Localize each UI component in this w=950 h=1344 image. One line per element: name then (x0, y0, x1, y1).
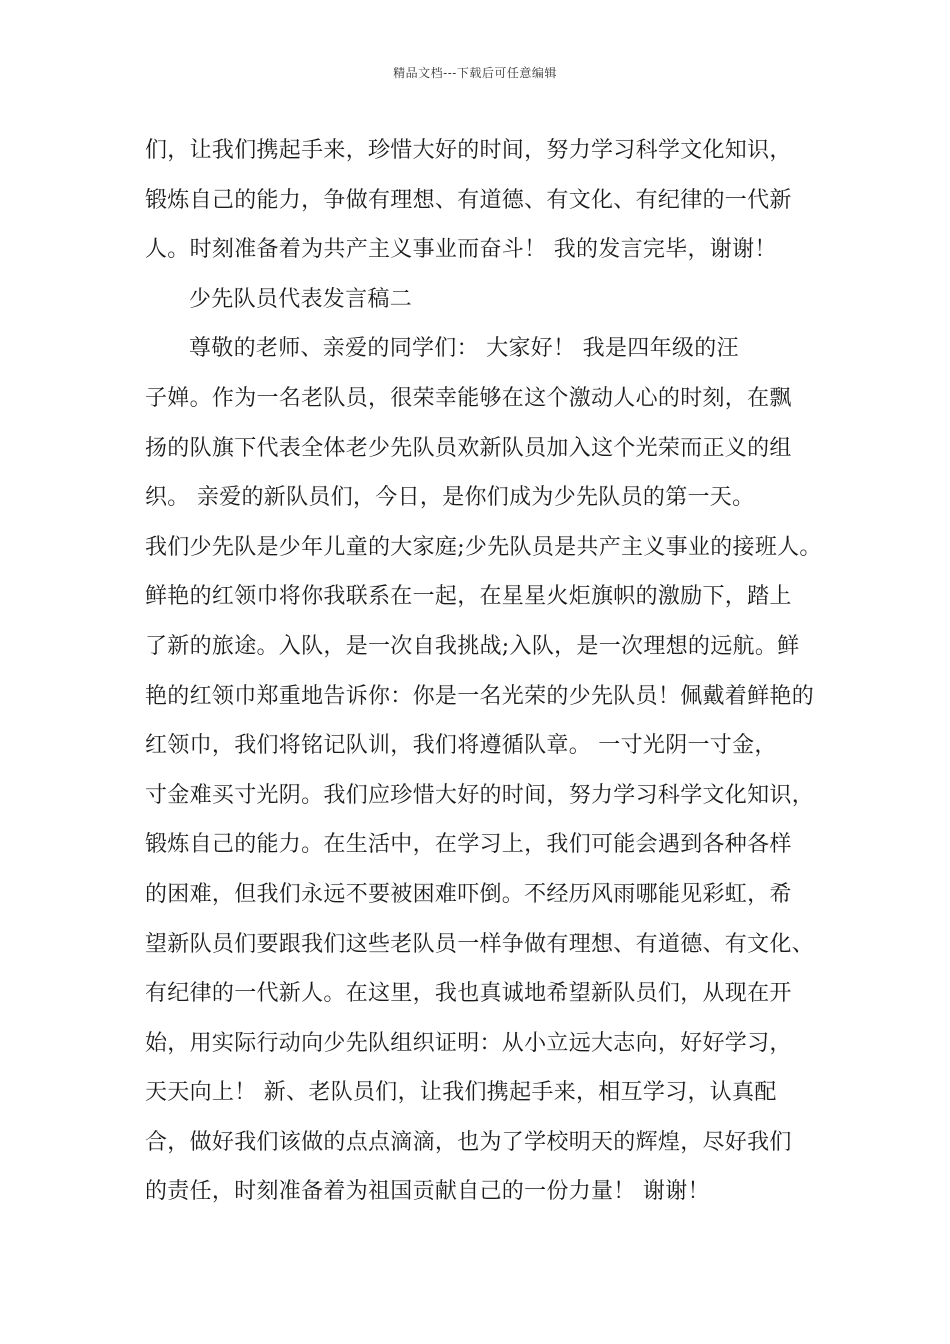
text-line: 望新队员们要跟我们这些老队员一样争做有理想、有道德、有文化、 (145, 931, 815, 957)
text-line: 了新的旅途。入队，是一次自我挑战;入队，是一次理想的远航。鲜 (145, 633, 800, 659)
text-line: 扬的队旗下代表全体老少先队员欢新队员加入这个光荣而正义的组 (145, 435, 792, 461)
text-line: 人。时刻准备着为共产主义事业而奋斗！ 我的发言完毕，谢谢！ (145, 237, 777, 263)
text-line: 合，做好我们该做的点点滴滴，也为了学校明天的辉煌，尽好我们 (145, 1129, 792, 1155)
text-line: 艳的红领巾郑重地告诉你：你是一名光荣的少先队员！佩戴着鲜艳的 (145, 683, 815, 709)
text-line: 织。 亲爱的新队员们，今日，是你们成为少先队员的第一天。 (145, 485, 755, 511)
text-line: 的困难，但我们永远不要被困难吓倒。不经历风雨哪能见彩虹，希 (145, 881, 792, 907)
text-line: 我们少先队是少年儿童的大家庭;少先队员是共产主义事业的接班人。 (145, 534, 822, 560)
document-body (145, 126, 825, 1217)
text-line: 的责任，时刻准备着为祖国贡献自己的一份力量！ 谢谢！ (145, 1179, 710, 1205)
text-line: 锻炼自己的能力。在生活中，在学习上，我们可能会遇到各种各样 (145, 832, 792, 858)
page-header: 精品文档---下载后可任意编辑 (393, 66, 557, 80)
text-line: 尊敬的老师、亲爱的同学们： 大家好！ 我是四年级的汪 (189, 336, 739, 362)
text-line: 始，用实际行动向少先队组织证明：从小立远大志向，好好学习， (145, 1030, 792, 1056)
text-line: 鲜艳的红领巾将你我联系在一起，在星星火炬旗帜的激励下，踏上 (145, 584, 792, 610)
text-line: 红领巾，我们将铭记队训，我们将遵循队章。 一寸光阴一寸金， (145, 733, 777, 759)
text-line: 寸金难买寸光阴。我们应珍惜大好的时间，努力学习科学文化知识， (145, 782, 815, 808)
text-line: 有纪律的一代新人。在这里，我也真诚地希望新队员们，从现在开 (145, 981, 792, 1007)
text-line: 们，让我们携起手来，珍惜大好的时间，努力学习科学文化知识， (145, 138, 792, 163)
text-line: 天天向上！ 新、老队员们，让我们携起手来，相互学习，认真配 (145, 1080, 777, 1106)
section-title: 少先队员代表发言稿二 (189, 286, 413, 312)
text-line: 子婵。作为一名老队员，很荣幸能够在这个激动人心的时刻，在飘 (145, 385, 792, 411)
text-line: 锻炼自己的能力，争做有理想、有道德、有文化、有纪律的一代新 (145, 187, 792, 213)
